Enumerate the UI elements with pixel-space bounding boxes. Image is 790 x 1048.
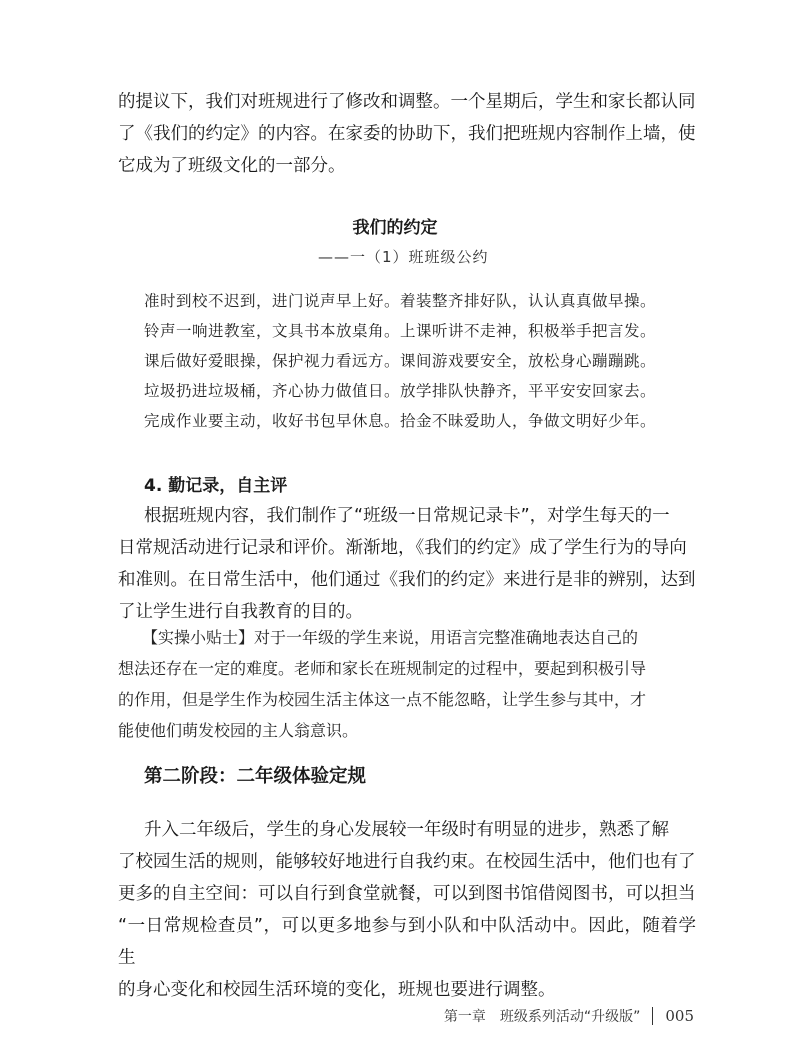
tip-line: 能使他们萌发校园的主人翁意识。 (118, 721, 359, 740)
stage-2-line: 更多的自主空间：可以自行到食堂就餐，可以到图书馆借阅图书，可以担当 (118, 884, 696, 904)
page-number: 005 (665, 1007, 694, 1025)
tip-line: 想法还存在一定的难度。老师和家长在班规制定的过程中，要起到积极引导 (118, 659, 647, 678)
section-4-line: 了让学生进行自我教育的目的。 (118, 602, 363, 622)
tip-line: 的作用，但是学生作为校园生活主体这一点不能忽略，让学生参与其中，才 (118, 690, 647, 709)
section-4-line: 根据班规内容，我们制作了“班级一日常规记录卡”，对学生每天的一 (144, 506, 670, 526)
section-4-line: 日常规活动进行记录和评价。渐渐地，《我们的约定》成了学生行为的导向 (118, 538, 687, 558)
section-4-line: 和准则。在日常生活中，他们通过《我们的约定》来进行是非的辨别，达到 (118, 570, 696, 590)
page-footer (444, 1006, 694, 1026)
intro-line: 的提议下，我们对班规进行了修改和调整。一个星期后，学生和家长都认同 (118, 92, 696, 112)
stage-2-heading: 第二阶段：二年级体验定规 (144, 766, 367, 787)
poem-line: 铃声一响进教室，文具书本放桌角。上课听讲不走神，积极举手把言发。 (144, 322, 657, 340)
section-4-body (118, 500, 696, 628)
practical-tip (118, 622, 696, 746)
intro-line: 它成为了班级文化的一部分。 (118, 156, 346, 176)
poem-body (144, 286, 704, 436)
poem-line: 垃圾扔进垃圾桶，齐心协力做值日。放学排队快静齐，平平安安回家去。 (144, 382, 657, 400)
poem-line: 课后做好爱眼操，保护视力看远方。课间游戏要安全，放松身心蹦蹦跳。 (144, 352, 657, 370)
tip-line: 【实操小贴士】对于一年级的学生来说，用语言完整准确地表达自己的 (142, 628, 639, 647)
stage-2-line: 了校园生活的规则，能够较好地进行自我约束。在校园生活中，他们也有了 (118, 852, 696, 872)
poem-title: 我们的约定 (352, 218, 438, 238)
stage-2-line: 的身心变化和校园生活环境的变化，班规也要进行调整。 (118, 980, 556, 1000)
chapter-title: 第一章 班级系列活动“升级版” (443, 1009, 641, 1025)
poem-subtitle: ——一（1）班班级公约 (318, 248, 489, 266)
stage-2-line: 升入二年级后，学生的身心发展较一年级时有明显的进步，熟悉了解 (144, 820, 669, 840)
stage-2-body (118, 814, 696, 1006)
stage-2-line: “一日常规检查员”，可以更多地参与到小队和中队活动中。因此，随着学生 (118, 916, 696, 968)
poem-line: 准时到校不迟到，进门说声早上好。着装整齐排好队，认认真真做早操。 (144, 292, 657, 310)
intro-paragraph (118, 86, 696, 182)
intro-line: 了《我们的约定》的内容。在家委的协助下，我们把班规内容制作上墙，使 (118, 124, 696, 144)
footer-divider (652, 1007, 653, 1025)
poem-line: 完成作业要主动，收好书包早休息。拾金不昧爱助人，争做文明好少年。 (144, 412, 657, 430)
section-4-heading: 4. 勤记录，自主评 (144, 476, 288, 496)
